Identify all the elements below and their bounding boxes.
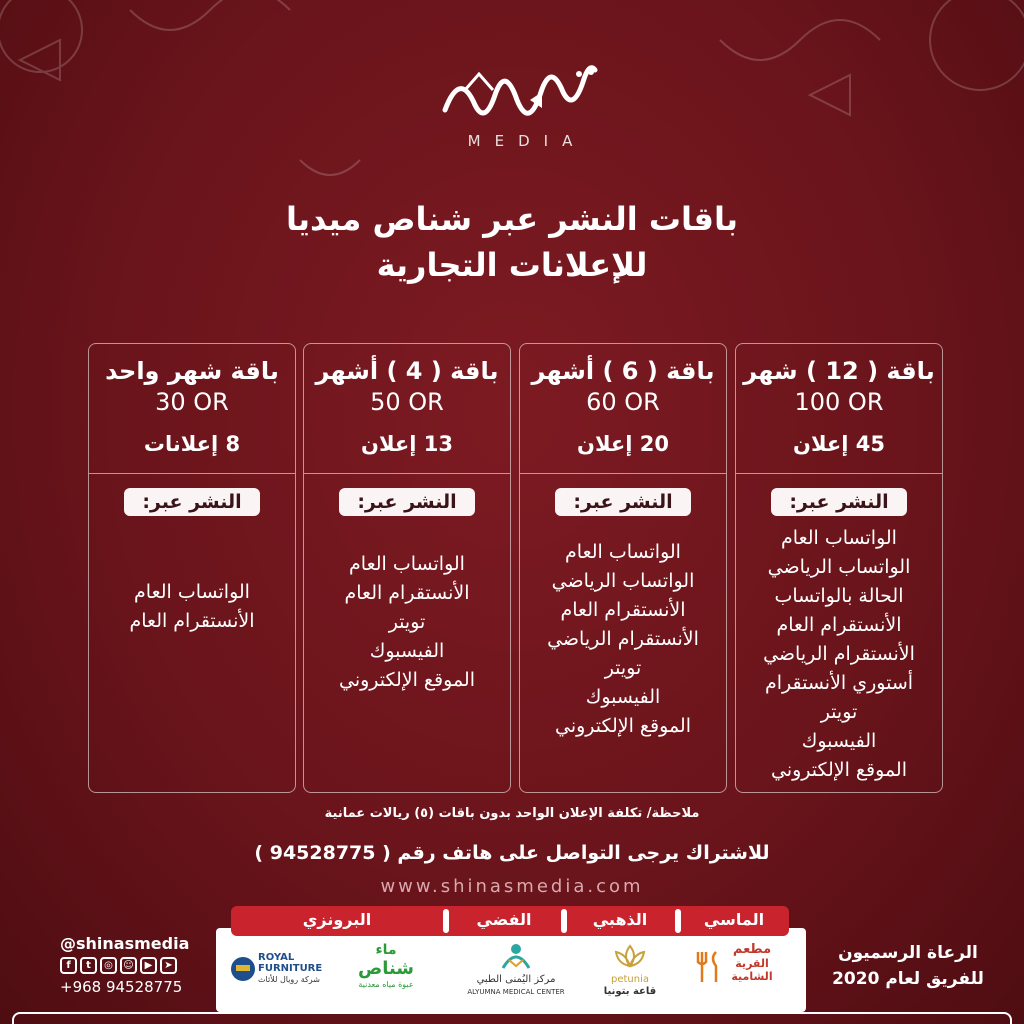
channels-label: النشر عبر: — [339, 488, 474, 516]
tier-bronze: البرونزي — [302, 910, 372, 929]
package-ad-count: 13 إعلان — [361, 432, 453, 456]
sponsor-name-sub: شناص — [357, 958, 415, 979]
social-block — [60, 934, 190, 996]
channel-list — [304, 550, 510, 695]
social-icons — [60, 957, 190, 974]
channel-item: الموقع الإلكتروني — [554, 715, 691, 737]
medical-center-logo-icon — [499, 942, 533, 970]
telegram-icon[interactable]: ➤ — [160, 957, 177, 974]
sponsors-title-line1: الرعاة الرسميون — [838, 943, 978, 963]
channel-item: الواتساب العام — [781, 527, 897, 549]
package-card-4-months — [303, 343, 511, 793]
channel-item: الواتساب الرياضي — [551, 570, 695, 592]
sponsor-diamond — [694, 942, 790, 1008]
package-ad-count: 20 إعلان — [577, 432, 669, 456]
sponsor-name: petunia — [610, 974, 649, 985]
sponsor-name: مركز اليُمنى الطبي — [476, 974, 556, 985]
sponsor-bronze-furniture — [230, 942, 336, 1008]
tier-diamond: الماسي — [703, 910, 765, 929]
channel-item: الواتساب الرياضي — [767, 556, 911, 578]
channels-label: النشر عبر: — [555, 488, 690, 516]
channel-item: الأنستقرام الرياضي — [547, 628, 699, 650]
social-handle[interactable]: @shinasmedia — [60, 934, 190, 953]
channel-list — [89, 578, 295, 636]
footer-frame — [12, 1012, 1012, 1024]
channel-item: الواتساب العام — [565, 541, 681, 563]
sponsor-tagline: عبوة مياه معدنية — [358, 980, 414, 989]
package-card-1-month — [88, 343, 296, 793]
sponsor-name: ROYAL FURNITURE — [258, 952, 323, 974]
package-name: باقة ( 12 ) شهر — [743, 357, 935, 385]
package-card-6-months — [519, 343, 727, 793]
package-name: باقة ( 6 ) أشهر — [531, 357, 715, 385]
channel-item: الواتساب العام — [134, 581, 250, 603]
channel-item: الحالة بالواتساب — [774, 585, 904, 607]
website-link[interactable]: www.shinasmedia.com — [380, 876, 644, 897]
sponsor-name-sub: ALYUMNA MEDICAL CENTER — [467, 988, 565, 996]
channel-item: الموقع الإلكتروني — [770, 759, 907, 781]
channel-item: أستوري الأنستقرام — [764, 672, 914, 694]
sponsor-silver — [464, 942, 568, 1008]
sponsor-gold — [582, 942, 678, 1008]
package-price: 100 OR — [794, 388, 884, 416]
facebook-icon[interactable]: f — [60, 957, 77, 974]
channel-item: الأنستقرام الرياضي — [763, 643, 915, 665]
channel-item: الموقع الإلكتروني — [338, 669, 475, 691]
lotus-icon — [610, 942, 650, 970]
phone-number[interactable]: +968 94528775 — [60, 978, 183, 996]
package-price: 60 OR — [586, 388, 660, 416]
channel-list — [520, 538, 726, 741]
channel-item: الأنستقرام العام — [560, 599, 686, 621]
package-ad-count: 8 إعلانات — [143, 432, 241, 456]
channel-item: تويتر — [604, 657, 642, 679]
twitter-icon[interactable]: t — [80, 957, 97, 974]
channel-item: الأنستقرام العام — [344, 582, 470, 604]
tier-divider — [443, 909, 449, 933]
official-sponsors-title — [828, 940, 988, 992]
package-price: 50 OR — [370, 388, 444, 416]
sponsor-name-sub: القرية الشامية — [731, 957, 773, 983]
headline-line2: للإعلانات التجارية — [376, 246, 648, 284]
channel-item: الأنستقرام العام — [776, 614, 902, 636]
channel-item: الأنستقرام العام — [129, 610, 255, 632]
youtube-icon[interactable]: ▶ — [140, 957, 157, 974]
channels-label: النشر عبر: — [124, 488, 259, 516]
sponsors-title-line2: للفريق لعام 2020 — [832, 969, 984, 989]
sponsor-bronze-water — [340, 942, 432, 1008]
headline-line1: باقات النشر عبر شناص ميديا — [285, 200, 739, 238]
brand-logo — [430, 60, 610, 150]
shinas-logo-icon — [435, 60, 605, 130]
channel-item: تويتر — [388, 611, 426, 633]
sponsor-name-sub: قاعة بتونيا — [603, 986, 657, 997]
channel-item: تويتر — [820, 701, 858, 723]
pricing-note: ملاحظة/ تكلفة الإعلان الواحد بدون باقات (٥) ريالات عمانية — [324, 806, 700, 821]
channel-item: الفيسبوك — [801, 730, 877, 752]
tier-silver: الفضي — [476, 910, 532, 929]
channels-label: النشر عبر: — [771, 488, 906, 516]
logo-subtitle: MEDIA — [467, 132, 587, 150]
package-name: باقة شهر واحد — [105, 357, 279, 385]
package-ad-count: 45 إعلان — [793, 432, 885, 456]
fork-knife-icon — [696, 950, 722, 984]
channel-item: الفيسبوك — [585, 686, 661, 708]
instagram-icon[interactable]: ◎ — [100, 957, 117, 974]
tier-divider — [561, 909, 567, 933]
channel-item: الواتساب العام — [349, 553, 465, 575]
package-card-12-months — [735, 343, 943, 793]
sponsor-name: مطعم — [732, 942, 772, 957]
sponsor-panel — [216, 928, 806, 1012]
sponsor-name: ماء — [375, 942, 397, 958]
royal-furniture-logo-icon — [230, 954, 256, 984]
sponsor-tier-bar — [231, 906, 789, 936]
tier-gold: الذهبي — [592, 910, 648, 929]
channel-item: الفيسبوك — [369, 640, 445, 662]
snapchat-icon[interactable]: ☺ — [120, 957, 137, 974]
tier-divider — [675, 909, 681, 933]
channel-list — [736, 524, 942, 785]
package-price: 30 OR — [155, 388, 229, 416]
sponsor-name-sub: شركة رويال للأثاث — [258, 975, 320, 984]
contact-line: للاشتراك يرجى التواصل على هاتف رقم ( 94528775 ) — [254, 842, 770, 864]
package-name: باقة ( 4 ) أشهر — [315, 357, 499, 385]
